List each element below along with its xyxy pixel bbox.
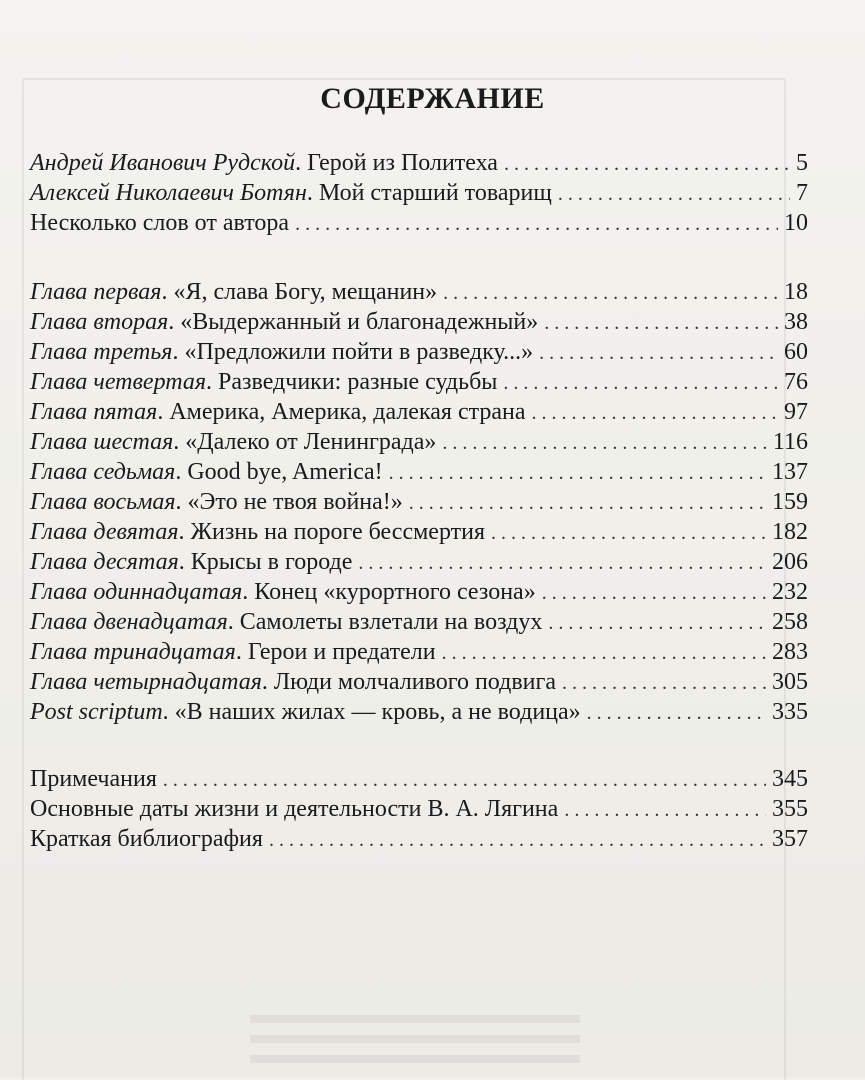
toc-entry-author: Глава вторая <box>30 309 169 335</box>
toc-entry-author: Глава шестая <box>30 429 174 455</box>
toc-entry-author: Алексей Николаевич Ботян <box>30 180 307 206</box>
toc-page-number: 97 <box>784 399 808 425</box>
toc-entry-title <box>30 148 498 178</box>
toc-entry-text: Основные даты жизни и деятельности В. А. Лягина <box>30 796 559 822</box>
toc-entry-title <box>30 667 556 697</box>
toc-page-number: 258 <box>772 609 808 635</box>
toc-entry-text: . «Предложили пойти в разведку...» <box>172 339 534 365</box>
toc-entry-text: . «Это не твоя война!» <box>175 489 403 515</box>
toc-entry-title <box>30 397 526 427</box>
dot-leader <box>163 765 766 795</box>
toc-page-number: 18 <box>784 279 808 305</box>
toc-entry <box>30 794 808 824</box>
toc-entry-author: Глава двенадцатая <box>30 609 228 635</box>
toc-page-number: 137 <box>772 459 808 485</box>
toc-entry-author: Глава десятая <box>30 549 179 575</box>
toc-entry-author: Глава первая <box>30 279 162 305</box>
toc-entry-author: Post scriptum <box>30 699 163 725</box>
toc-entry <box>30 277 808 307</box>
toc-page-number: 182 <box>772 519 808 545</box>
toc-entry-text: Примечания <box>30 766 157 792</box>
toc-page-number: 10 <box>784 210 808 236</box>
dot-leader <box>544 308 778 338</box>
toc-entry-title <box>30 277 437 307</box>
toc-entry-text: . Жизнь на пороге бессмертия <box>178 519 485 545</box>
toc-entry-text: . Самолеты взлетали на воздух <box>227 609 543 635</box>
dot-leader <box>558 179 790 209</box>
toc-entry <box>30 148 808 178</box>
toc-entry-title <box>30 577 536 607</box>
toc-entry-author: Глава четвертая <box>30 369 207 395</box>
toc-entry-title <box>30 367 497 397</box>
dot-leader <box>295 209 778 239</box>
toc-entry-text: . Герои и предатели <box>235 639 436 665</box>
dot-leader <box>491 518 766 548</box>
dot-leader <box>504 149 790 179</box>
toc-entry-author: Глава восьмая <box>30 489 176 515</box>
dot-leader <box>587 698 766 728</box>
toc-entry-text: Несколько слов от автора <box>30 210 290 236</box>
toc-page-number: 355 <box>772 796 808 822</box>
toc-entry-author: Глава пятая <box>30 399 158 425</box>
toc-entry-title <box>30 637 436 667</box>
toc-entry-title <box>30 178 552 208</box>
dot-leader <box>542 578 766 608</box>
toc-entry-text: . Разведчики: разные судьбы <box>206 369 498 395</box>
toc-page-number: 232 <box>772 579 808 605</box>
show-through-text <box>250 1015 580 1070</box>
toc-page-number: 357 <box>772 826 808 852</box>
toc-entry-title <box>30 794 558 824</box>
toc-entry-author: Глава седьмая <box>30 459 176 485</box>
toc-entry-text: . «Я, слава Богу, мещанин» <box>161 279 438 305</box>
toc-entry-text: . Америка, Америка, далекая страна <box>157 399 526 425</box>
toc-page-number: 116 <box>772 429 808 455</box>
dot-leader <box>532 398 778 428</box>
toc-page-number: 76 <box>784 369 808 395</box>
dot-leader <box>358 548 766 578</box>
toc-entry <box>30 367 808 397</box>
toc-entry-title <box>30 764 157 794</box>
toc-entry-text: Краткая библиография <box>30 826 263 852</box>
toc-entry-author: Глава девятая <box>30 519 179 545</box>
toc-entry-text: . «В наших жилах — кровь, а не водица» <box>162 699 581 725</box>
toc-entry-title <box>30 487 403 517</box>
toc-page-number: 60 <box>784 339 808 365</box>
dot-leader <box>503 368 778 398</box>
table-of-contents <box>30 148 808 854</box>
toc-entry <box>30 208 808 238</box>
toc-entry-text: . «Выдержанный и благонадежный» <box>168 309 539 335</box>
toc-page-number: 335 <box>772 699 808 725</box>
toc-page-number: 159 <box>772 489 808 515</box>
dot-leader <box>539 338 778 368</box>
toc-entry <box>30 337 808 367</box>
toc-entry-title <box>30 824 263 854</box>
page-title: СОДЕРЖАНИЕ <box>320 82 545 115</box>
dot-leader <box>389 458 766 488</box>
toc-entry <box>30 178 808 208</box>
toc-entry-author: Глава четырнадцатая <box>30 669 262 695</box>
dot-leader <box>548 608 766 638</box>
toc-entry-title <box>30 517 485 547</box>
toc-entry-text: . «Далеко от Ленинграда» <box>173 429 437 455</box>
toc-entry-title <box>30 547 352 577</box>
toc-entry <box>30 637 808 667</box>
toc-entry-author: Глава третья <box>30 339 173 365</box>
toc-entry-text: . Good bye, America! <box>175 459 383 485</box>
toc-entry <box>30 487 808 517</box>
toc-entry-title <box>30 208 289 238</box>
toc-entry-text: . Мой старший товарищ <box>306 180 552 206</box>
toc-page-number: 345 <box>772 766 808 792</box>
toc-entry <box>30 547 808 577</box>
toc-page-number: 206 <box>772 549 808 575</box>
toc-page-number: 5 <box>796 150 808 176</box>
dot-leader <box>442 428 766 458</box>
toc-entry-title <box>30 307 538 337</box>
toc-entry-author: Глава тринадцатая <box>30 639 236 665</box>
toc-page-number: 7 <box>796 180 808 206</box>
toc-entry <box>30 697 808 727</box>
toc-entry-title <box>30 697 581 727</box>
dot-leader <box>409 488 766 518</box>
toc-entry <box>30 764 808 794</box>
dot-leader <box>269 825 766 855</box>
toc-entry <box>30 457 808 487</box>
toc-entry-author: Андрей Иванович Рудской <box>30 150 296 176</box>
section-spacer <box>30 727 808 764</box>
toc-entry <box>30 577 808 607</box>
toc-entry-title <box>30 337 533 367</box>
toc-page-number: 305 <box>772 669 808 695</box>
toc-entry-text: . Люди молчаливого подвига <box>261 669 556 695</box>
toc-entry-text: . Конец «курортного сезона» <box>242 579 536 605</box>
dot-leader <box>443 278 778 308</box>
toc-entry-title <box>30 607 542 637</box>
toc-entry <box>30 667 808 697</box>
dot-leader <box>442 638 766 668</box>
toc-entry-text: . Крысы в городе <box>178 549 353 575</box>
toc-page-number: 38 <box>784 309 808 335</box>
dot-leader <box>564 795 766 825</box>
section-spacer <box>30 238 808 277</box>
toc-entry-title <box>30 427 436 457</box>
toc-entry <box>30 517 808 547</box>
dot-leader <box>562 668 766 698</box>
toc-entry-text: . Герой из Политеха <box>295 150 498 176</box>
toc-entry-title <box>30 457 383 487</box>
toc-entry <box>30 397 808 427</box>
toc-entry <box>30 427 808 457</box>
toc-entry <box>30 307 808 337</box>
toc-page-number: 283 <box>772 639 808 665</box>
toc-entry <box>30 824 808 854</box>
toc-entry <box>30 607 808 637</box>
toc-entry-author: Глава одиннадцатая <box>30 579 243 605</box>
